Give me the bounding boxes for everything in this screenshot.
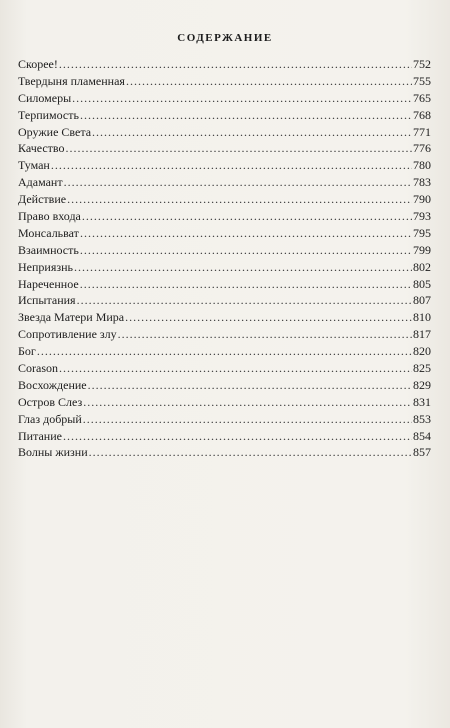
toc-entry-page-number: 810: [413, 310, 431, 325]
toc-entry: [18, 276, 431, 293]
dot-leader: [63, 428, 412, 445]
toc-entry: [18, 360, 431, 377]
toc-entry-title: Глаз добрый: [18, 411, 82, 426]
toc-entry-title: Твердыня пламенная: [18, 73, 125, 88]
dot-leader: [125, 309, 412, 326]
bleed-through-text: [140, 470, 330, 621]
dot-leader: [126, 73, 412, 90]
toc-entry-page-number: 783: [413, 175, 431, 190]
toc-entry-title: Нареченное: [18, 276, 79, 291]
toc-entry-page-number: 768: [413, 107, 431, 122]
toc-entry: [18, 56, 431, 73]
toc-entry-page-number: 817: [413, 327, 431, 342]
toc-entry-title: Адамант: [18, 175, 63, 190]
toc-entry-title: Неприязнь: [18, 259, 73, 274]
toc-entry: [18, 157, 431, 174]
toc-entry-title: Скорее!: [18, 57, 58, 71]
table-of-contents: [18, 56, 431, 461]
dot-leader: [67, 191, 412, 208]
page-heading: СОДЕРЖАНИЕ: [177, 32, 273, 44]
toc-entry: [18, 90, 431, 107]
toc-entry-title: Терпимость: [18, 107, 79, 122]
toc-entry: [18, 208, 431, 225]
dot-leader: [118, 326, 412, 343]
toc-entry-page-number: 765: [413, 90, 431, 105]
dot-leader: [80, 107, 412, 124]
dot-leader: [59, 360, 412, 377]
toc-entry-title: Испытания: [18, 293, 76, 308]
toc-entry-page-number: 771: [413, 124, 431, 139]
toc-entry: [18, 191, 431, 208]
toc-entry-page-number: 825: [413, 361, 431, 376]
dot-leader: [82, 208, 412, 225]
toc-entry-title: Качество: [18, 141, 65, 156]
toc-entry: [18, 309, 431, 326]
toc-entry: [18, 428, 431, 445]
toc-entry-page-number: 795: [413, 225, 431, 240]
toc-entry-page-number: 807: [413, 293, 431, 308]
toc-entry: [18, 394, 431, 411]
dot-leader: [92, 124, 412, 141]
toc-entry-page-number: 752: [413, 57, 431, 71]
dot-leader: [74, 259, 412, 276]
toc-entry-page-number: 790: [413, 192, 431, 207]
toc-entry-title: Монсальват: [18, 225, 79, 240]
dot-leader: [51, 157, 412, 174]
toc-entry-title: Оружие Света: [18, 124, 92, 139]
toc-entry-title: Бог: [18, 344, 36, 359]
toc-entry: [18, 343, 431, 360]
toc-entry-page-number: 820: [413, 344, 431, 359]
dot-leader: [88, 377, 412, 394]
toc-entry-title: Взаимность: [18, 242, 79, 257]
toc-entry-title: Восхождение: [18, 377, 87, 392]
toc-entry-title: Звезда Матери Мира: [18, 310, 125, 325]
toc-entry-page-number: 802: [413, 259, 431, 274]
toc-entry-title: Сопротивление злу: [18, 327, 117, 342]
dot-leader: [77, 292, 412, 309]
toc-entry-title: Остров Слез: [18, 394, 83, 409]
toc-entry: [18, 292, 431, 309]
toc-entry-title: Действие: [18, 192, 67, 207]
toc-entry-title: Волны жизни: [18, 445, 88, 460]
toc-entry-page-number: 755: [413, 73, 431, 88]
toc-entry-page-number: 799: [413, 242, 431, 257]
toc-entry-page-number: 854: [413, 428, 431, 443]
dot-leader: [83, 411, 412, 428]
toc-entry: [18, 411, 431, 428]
toc-entry-page-number: 831: [413, 394, 431, 409]
dot-leader: [80, 225, 412, 242]
toc-entry-title: Туман: [18, 158, 50, 173]
dot-leader: [59, 56, 412, 73]
dot-leader: [80, 276, 412, 293]
toc-entry-page-number: 853: [413, 411, 431, 426]
toc-entry: [18, 326, 431, 343]
dot-leader: [64, 174, 412, 191]
toc-entry-title: Силомеры: [18, 90, 72, 105]
toc-entry: [18, 242, 431, 259]
toc-entry-page-number: 776: [413, 141, 431, 156]
dot-leader: [66, 140, 412, 157]
toc-entry-page-number: 780: [413, 158, 431, 173]
toc-entry: [18, 225, 431, 242]
toc-entry-page-number: 857: [413, 445, 431, 460]
toc-entry-page-number: 805: [413, 276, 431, 291]
toc-entry-title: Право входа: [18, 209, 81, 224]
toc-entry: [18, 107, 431, 124]
toc-entry: [18, 377, 431, 394]
toc-entry-page-number: 829: [413, 377, 431, 392]
toc-entry: [18, 174, 431, 191]
toc-entry: [18, 140, 431, 157]
toc-entry: [18, 444, 431, 461]
toc-entry: [18, 259, 431, 276]
dot-leader: [72, 90, 412, 107]
toc-entry: [18, 73, 431, 90]
dot-leader: [80, 242, 412, 259]
toc-entry-title: Питание: [18, 428, 62, 443]
toc-entry: [18, 124, 431, 141]
dot-leader: [83, 394, 412, 411]
dot-leader: [37, 343, 412, 360]
dot-leader: [89, 444, 412, 461]
toc-entry-page-number: 793: [413, 209, 431, 224]
toc-entry-title: Corason: [18, 361, 58, 376]
